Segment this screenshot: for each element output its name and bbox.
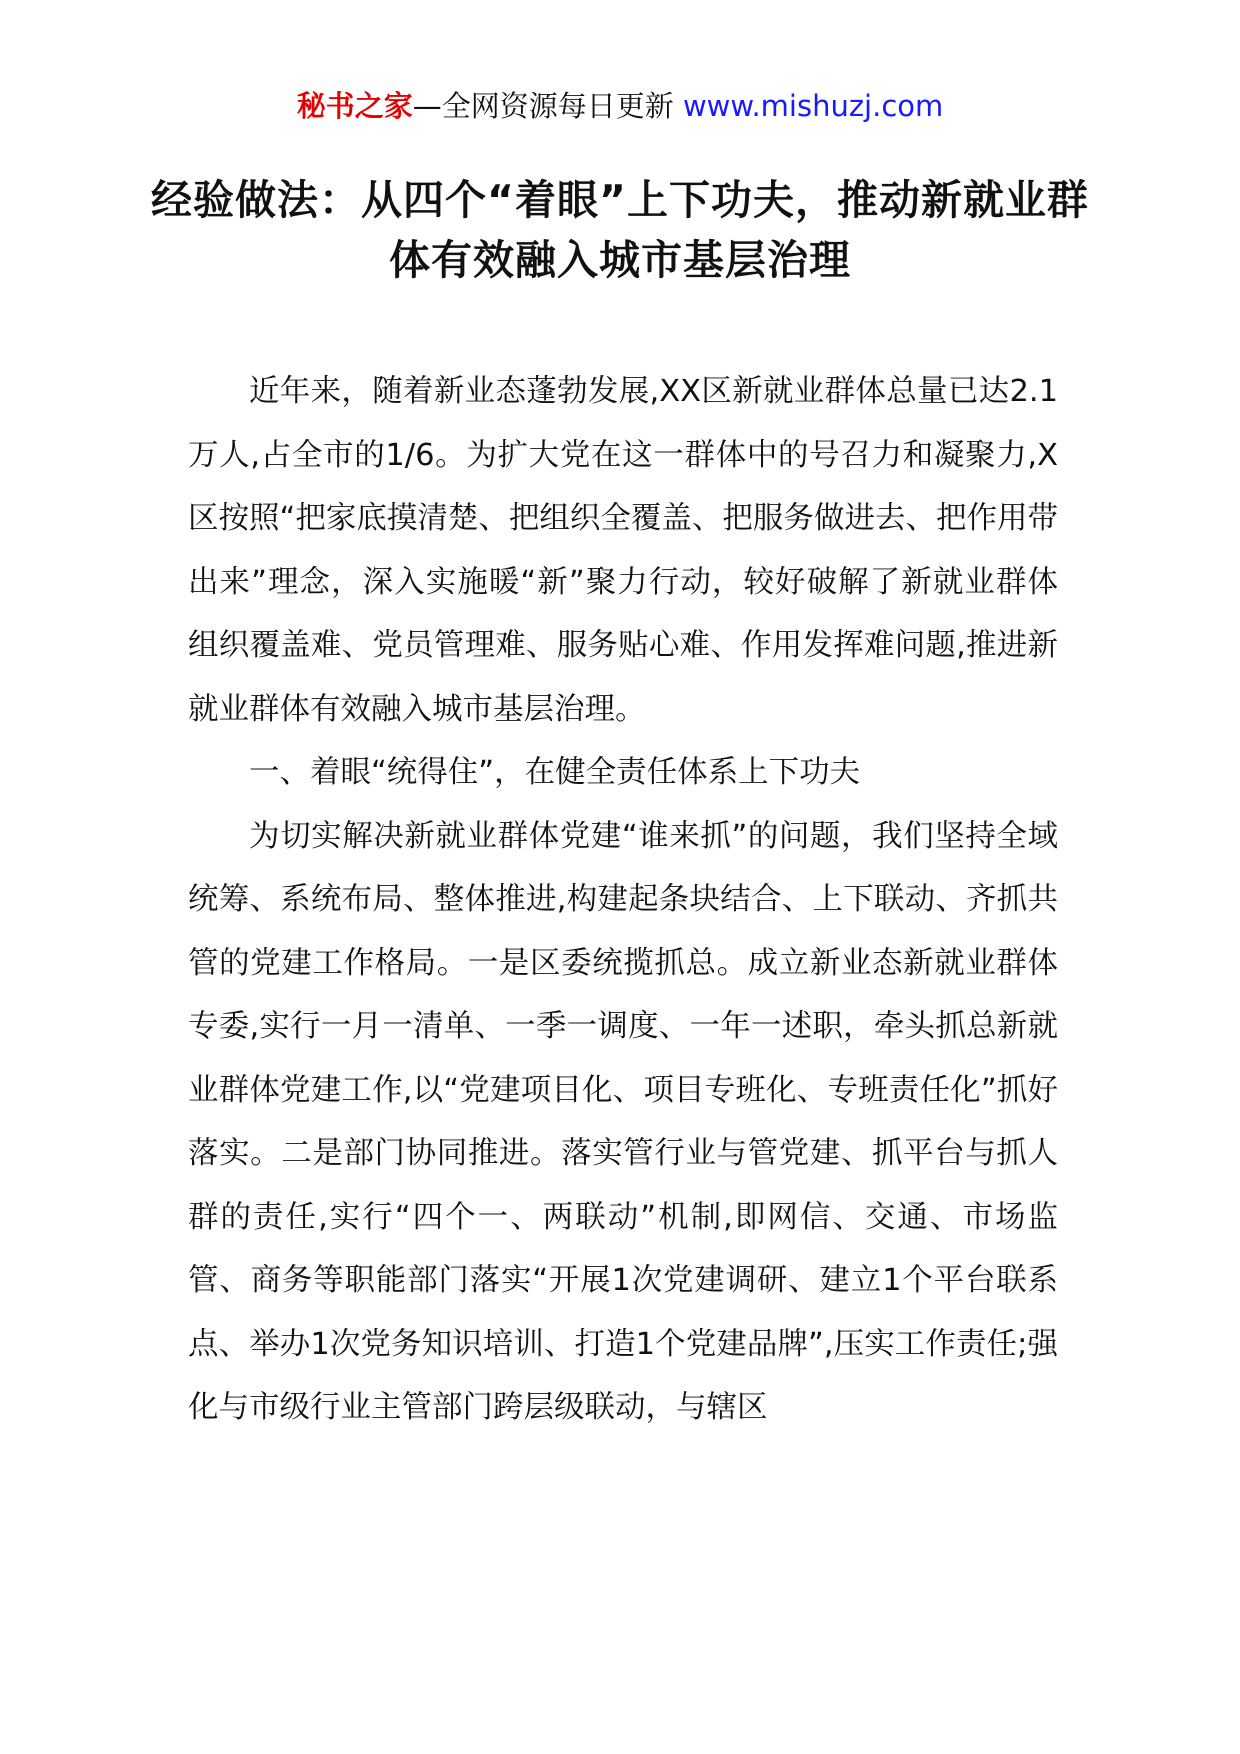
section-paragraph: 为切实解决新就业群体党建“谁来抓”的问题，我们坚持全域统筹、系统布局、整体推进,构建起条块结合、上下联动、齐抓共管的党建工作格局。一是区委统揽抓总。成立新业态新就业群体专委,实行一月一清单、一季一调度、一年一述职，牵头抓总新就业群体党建工作,以“党建项目化、项目专班化、专班责任化”抓好落实。二是部门协同推进。落实管行业与管党建、抓平台与抓人群的责任,实行“四个一、两联动”机制,即网信、交通、市场监管、商务等职能部门落实“开展1次党建调研、建立1个平台联系点、举办1次党务知识培训、打造1个党建品牌”,压实工作责任;强化与市级行业主管部门跨层级联动，与辖区 <box>188 818 1058 1425</box>
site-header <box>0 86 1240 126</box>
document-title: 经验做法：从四个“着眼”上下功夫，推动新就业群体有效融入城市基层治理 <box>151 176 1089 284</box>
document-body <box>188 360 1058 1440</box>
section-heading: 一、着眼“统得住”，在健全责任体系上下功夫 <box>249 755 861 790</box>
intro-paragraph: 近年来，随着新业态蓬勃发展,XX区新就业群体总量已达2.1万人,占全市的1/6。为扩大党在这一群体中的号召力和凝聚力,X区按照“把家底摸清楚、把组织全覆盖、把服务做进去、把作用带出来”理念，深入实施暖“新”聚力行动，较好破解了新就业群体组织覆盖难、党员管理难、服务贴心难、作用发挥难问题,推进新就业群体有效融入城市基层治理。 <box>188 374 1058 727</box>
header-tagline: —全网资源每日更新 <box>412 89 674 123</box>
site-url-link[interactable]: www.mishuzj.com <box>682 89 944 123</box>
brand-name: 秘书之家 <box>296 89 413 123</box>
